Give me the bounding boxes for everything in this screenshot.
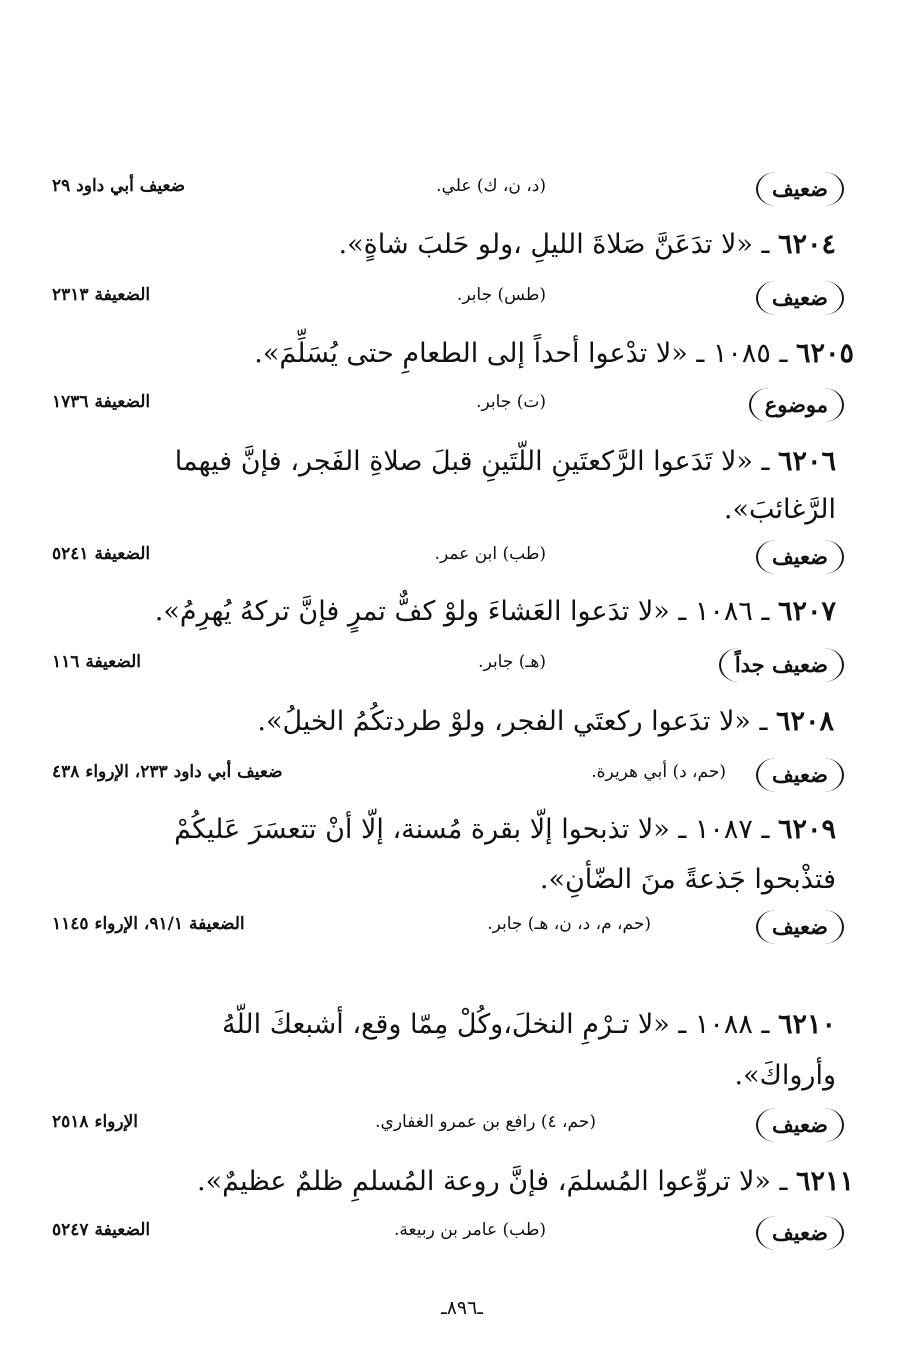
hadith-text: ـ ١٠٨٧ ـ «لا تذبحوا إلّا بقرة مُسنة، إلّا أنْ تتعسَرَ عَليكُمْ [174, 814, 770, 845]
source-attribution: (ت) جابر. [476, 392, 546, 412]
grade-line [52, 1108, 836, 1146]
grade-badge: ضعيف [756, 910, 844, 944]
hadith-text: ـ «لا تروِّعوا المُسلمَ، فإنَّ روعة المُسلمِ ظلمٌ عظيمٌ». [197, 1166, 788, 1197]
grade-line [52, 540, 836, 578]
hadith-text: ـ «لا تدَعوا ركعتَي الفجر، ولوْ طردتكُمُ الخيلُ». [257, 706, 768, 737]
grade-badge: ضعيف [756, 758, 844, 792]
grade-badge: ضعيف [756, 281, 844, 315]
hadith-number: ٦٢٠٧ [777, 596, 836, 627]
hadith-line [52, 1152, 854, 1212]
hadith-continuation: وأرواكَ». [734, 1060, 836, 1091]
reference: ضعيف أبي داود ٢٩ [52, 176, 186, 196]
reference: الضعيفة ٥٢٤٧ [52, 1220, 151, 1240]
hadith-number: ٦٢٠٨ [775, 706, 834, 737]
grade-line [52, 172, 836, 210]
reference: الضعيفة ٩١/١، الإرواء ١١٤٥ [52, 914, 245, 934]
source-attribution: (حم، ٤) رافع بن عمرو الغفاري. [375, 1112, 596, 1132]
hadith-text: ـ «لا تَدَعوا الرَّكعتَينِ اللّتَينِ قبلَ صلاةِ الفَجر، فإنَّ فيهما [174, 446, 770, 477]
source-attribution: (حم، د) أبي هريرة. [591, 762, 726, 782]
reference: الضعيفة ٢٣١٣ [52, 285, 151, 305]
hadith-number: ٦٢١١ [795, 1166, 854, 1197]
hadith-line [52, 324, 854, 384]
hadith-text: ـ ١٠٨٥ ـ «لا تدْعوا أحداً إلى الطعامِ حتى يُسَلِّمَ». [254, 338, 788, 369]
source-attribution: (طس) جابر. [456, 285, 546, 305]
grade-line [52, 388, 836, 426]
grade-line [52, 1216, 836, 1254]
hadith-number: ٦٢٠٤ [777, 229, 836, 260]
page-number: ـ٨٩٦ـ [441, 1297, 483, 1319]
source-attribution: (د، ن، ك) علي. [436, 176, 546, 196]
reference: الضعيفة ١٧٣٦ [52, 392, 151, 412]
hadith-number: ٦٢٠٥ [795, 338, 854, 369]
hadith-line [52, 692, 834, 752]
grade-badge: ضعيف جداً [719, 648, 844, 682]
reference: الضعيفة ٥٢٤١ [52, 544, 151, 564]
hadith-continuation: الرَّغائبَ». [723, 494, 836, 525]
grade-line [52, 648, 836, 686]
source-attribution: (هـ) جابر. [478, 652, 546, 672]
reference: ضعيف أبي داود ٢٣٣، الإرواء ٤٣٨ [52, 762, 283, 782]
hadith-number: ٦٢١٠ [777, 1009, 836, 1040]
hadith-line [52, 432, 836, 492]
source-attribution: (طب) ابن عمر. [434, 544, 546, 564]
hadith-line [52, 995, 836, 1055]
source-attribution: (طب) عامر بن ربيعة. [394, 1220, 546, 1240]
hadith-text: ـ ١٠٨٨ ـ «لا تـرْمِ النخلَ،وكُلْ مِمّا وقع، أشبعكَ اللّهُ [222, 1009, 770, 1040]
hadith-line [52, 800, 836, 860]
grade-badge: ضعيف [756, 172, 844, 206]
source-attribution: (حم، م، د، ن، هـ) جابر. [487, 914, 651, 934]
grade-line [52, 281, 836, 319]
reference: الإرواء ٢٥١٨ [52, 1112, 139, 1132]
hadith-continuation: فتذْبحوا جَذعةً منَ الضّأنِ». [539, 864, 836, 895]
grade-line [52, 910, 836, 948]
grade-badge: موضوع [749, 388, 844, 422]
hadith-text: ـ ١٠٨٦ ـ «لا تدَعوا العَشاءَ ولوْ كفٌّ تمرٍ فإنَّ تركهُ يُهرِمُ». [154, 596, 770, 627]
grade-badge: ضعيف [756, 1216, 844, 1250]
hadith-number: ٦٢٠٦ [777, 446, 836, 477]
hadith-line [52, 215, 836, 275]
reference: الضعيفة ١١٦ [52, 652, 142, 672]
grade-badge: ضعيف [756, 1108, 844, 1142]
hadith-line [52, 582, 836, 642]
grade-line [52, 758, 836, 796]
grade-badge: ضعيف [756, 540, 844, 574]
hadith-text: ـ «لا تدَعَنَّ صَلاةَ الليلِ ،ولو حَلبَ شاةٍ». [338, 229, 770, 260]
hadith-number: ٦٢٠٩ [777, 814, 836, 845]
